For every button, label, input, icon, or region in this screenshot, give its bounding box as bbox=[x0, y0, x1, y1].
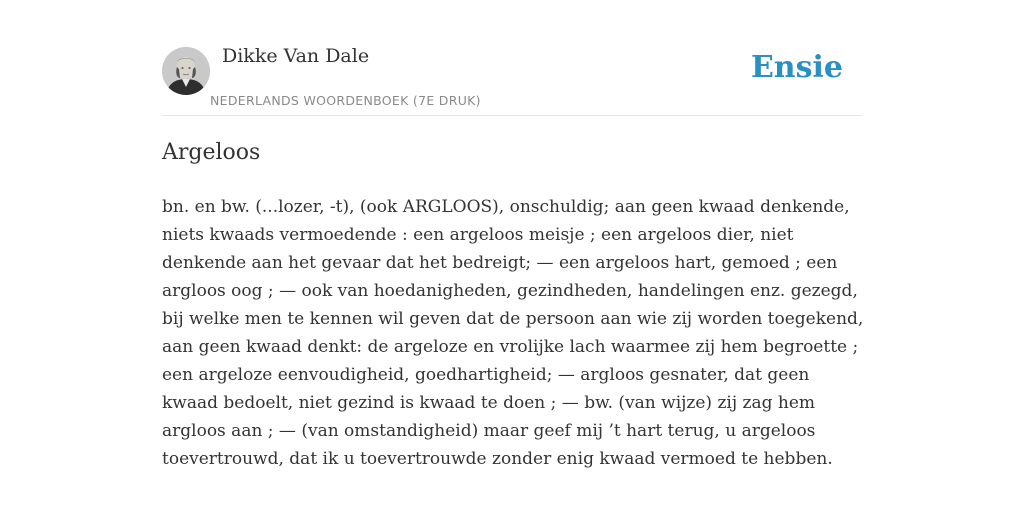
entry-title: Argeloos bbox=[162, 140, 261, 165]
definition-line: denkende aan het gevaar dat het bedreigt; — een argeloos hart, gemoed ; een bbox=[162, 253, 838, 273]
definition-line: bij welke men te kennen wil geven dat de persoon aan wie zij worden toegekend, bbox=[162, 309, 864, 329]
definition-line: bn. en bw. (...lozer, -t), (ook ARGLOOS), onschuldig; aan geen kwaad denkende, bbox=[162, 197, 850, 217]
definition-line: toevertrouwd, dat ik u toevertrouwde zonder enig kwaad vermoed te hebben. bbox=[162, 449, 833, 469]
definition-line: een argeloze eenvoudigheid, goedhartigheid; — argloos gesnater, dat geen bbox=[162, 365, 810, 385]
source-label[interactable]: NEDERLANDS WOORDENBOEK (7E DRUK) bbox=[210, 93, 481, 108]
definition-line: argloos aan ; — (van omstandigheid) maar geef mij ’t hart terug, u argeloos bbox=[162, 421, 816, 441]
definition-line: kwaad bedoelt, niet gezind is kwaad te doen ; — bw. (van wijze) zij zag hem bbox=[162, 393, 816, 413]
author-avatar[interactable] bbox=[162, 47, 210, 95]
definition-line: aan geen kwaad denkt: de argeloze en vrolijke lach waarmee zij hem begroette ; bbox=[162, 337, 859, 357]
author-name[interactable]: Dikke Van Dale bbox=[222, 45, 370, 67]
author-portrait-icon bbox=[162, 47, 210, 95]
brand-logo[interactable]: Ensie bbox=[750, 50, 843, 85]
header-divider bbox=[162, 115, 862, 116]
definition-line: argloos oog ; — ook van hoedanigheden, gezindheden, handelingen enz. gezegd, bbox=[162, 281, 858, 301]
definition-line: niets kwaads vermoedende : een argeloos meisje ; een argeloos dier, niet bbox=[162, 225, 794, 245]
entry-definition bbox=[162, 193, 862, 473]
